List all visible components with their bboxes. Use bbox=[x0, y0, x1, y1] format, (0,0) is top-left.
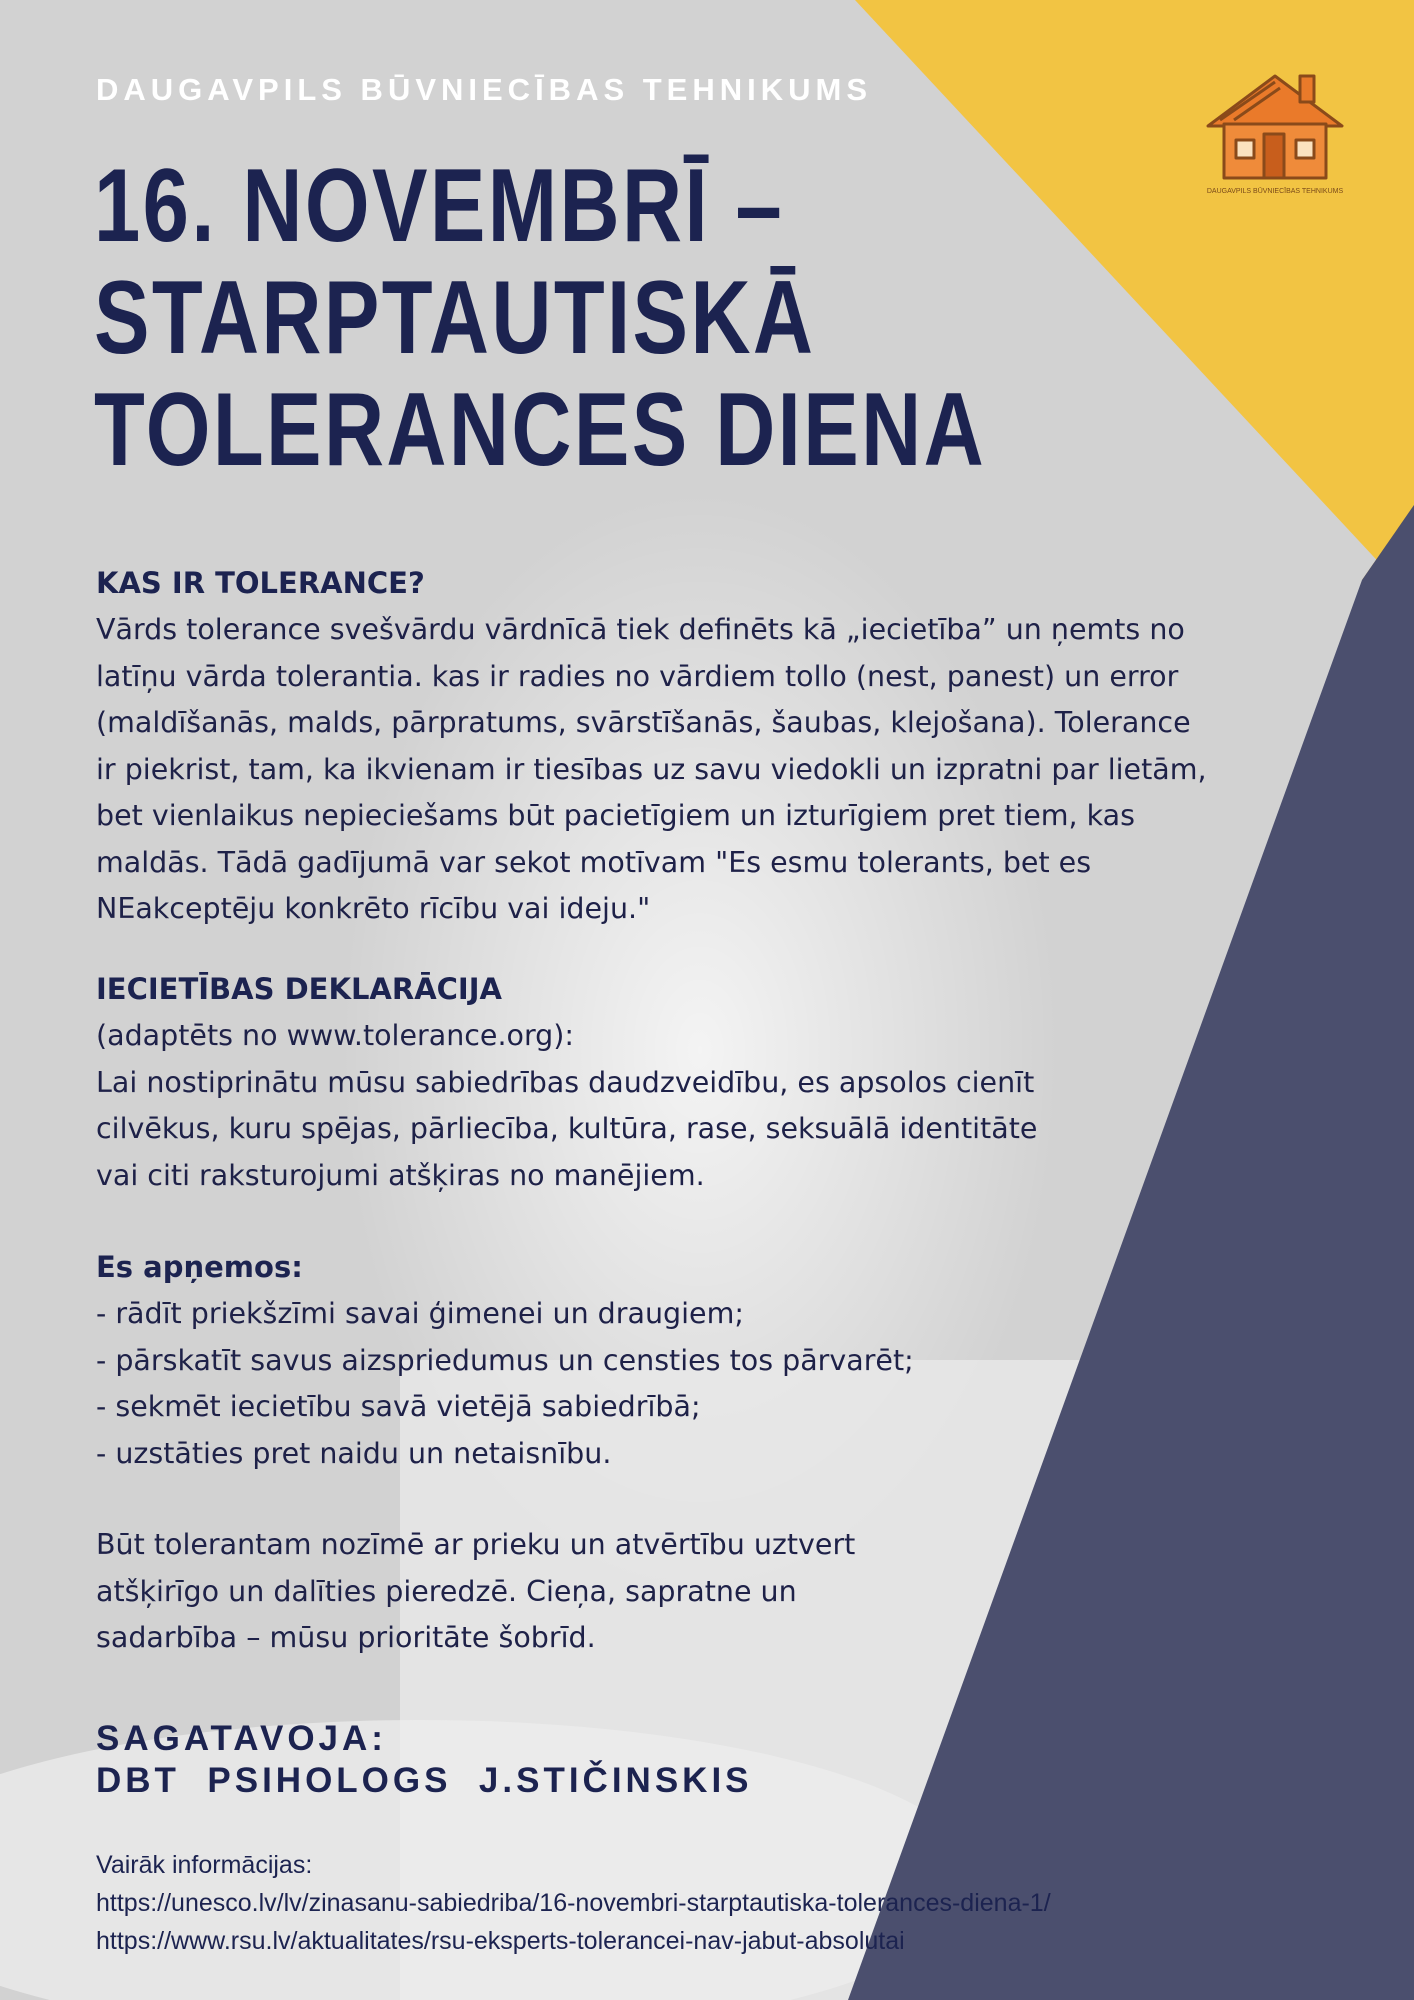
page-title bbox=[94, 150, 986, 486]
text-line: Vārds tolerance svešvārdu vārdnīcā tiek definēts kā „iecietība” un ņemts no bbox=[96, 613, 1185, 646]
text-line: NEakceptēju konkrēto rīcību vai ideju." bbox=[96, 892, 651, 925]
more-info-link-unesco[interactable]: https://unesco.lv/lv/zinasanu-sabiedriba/16-novembri-starptautiska-tolerances-diena-1/ bbox=[96, 1889, 1051, 1917]
closing-paragraph bbox=[96, 1522, 855, 1662]
credits-author: DBT PSIHOLOGS J.STIČINSKIS bbox=[96, 1761, 753, 1800]
logo-caption: DAUGAVPILS BŪVNIECĪBAS TEHNIKUMS bbox=[1206, 188, 1344, 195]
text-line: bet vienlaikus nepieciešams būt pacietīgiem un izturīgiem pret tiem, kas bbox=[96, 799, 1135, 832]
section-heading-tolerance: KAS IR TOLERANCE? bbox=[96, 566, 425, 600]
credits bbox=[96, 1718, 753, 1802]
more-info-label: Vairāk informācijas: bbox=[96, 1851, 313, 1879]
text-line: cilvēkus, kuru spējas, pārliecība, kultūra, rase, seksuālā identitāte bbox=[96, 1112, 1038, 1145]
title-line-3: TOLERANCES DIENA bbox=[94, 372, 987, 488]
text-line: (adaptēts no www.tolerance.org): bbox=[96, 1019, 574, 1052]
list-item: - sekmēt iecietību savā vietējā sabiedrībā; bbox=[96, 1390, 701, 1423]
list-item: - uzstāties pret naidu un netaisnību. bbox=[96, 1436, 612, 1470]
more-info-link-rsu[interactable]: https://www.rsu.lv/aktualitates/rsu-eksperts-tolerancei-nav-jabut-absolutai bbox=[96, 1927, 905, 1955]
logo bbox=[1190, 68, 1360, 195]
credits-label: SAGATAVOJA: bbox=[96, 1719, 387, 1758]
text-line: vai citi raksturojumi atšķiras no manējiem. bbox=[96, 1158, 705, 1192]
section-heading-declaration: IECIETĪBAS DEKLARĀCIJA bbox=[96, 972, 502, 1006]
text-line: sadarbība – mūsu prioritāte šobrīd. bbox=[96, 1621, 596, 1654]
text-line: ir piekrist, tam, ka ikvienam ir tiesības uz savu viedokli un izpratni par lietām, bbox=[96, 752, 1207, 786]
text-line: maldās. Tādā gadījumā var sekot motīvam "Es esmu tolerants, bet es bbox=[96, 845, 1092, 879]
title-line-2: STARPTAUTISKĀ bbox=[94, 260, 816, 376]
text-line: Lai nostiprinātu mūsu sabiedrības daudzveidību, es apsolos cienīt bbox=[96, 1065, 1035, 1099]
title-line-1: 16. NOVEMBRĪ – bbox=[94, 148, 785, 264]
text-line: Būt tolerantam nozīmē ar prieku un atvērtību uztvert bbox=[96, 1528, 856, 1561]
commitments-list bbox=[96, 1291, 914, 1477]
text-line: atšķirīgo un dalīties pieredzē. Cieņa, sapratne un bbox=[96, 1574, 797, 1608]
house-logo-icon bbox=[1200, 68, 1350, 186]
more-info bbox=[96, 1846, 1051, 1960]
list-item: - rādīt priekšzīmi savai ģimenei un draugiem; bbox=[96, 1297, 744, 1330]
section-heading-commitments: Es apņemos: bbox=[96, 1250, 303, 1284]
text-line: (maldīšanās, malds, pārpratums, svārstīšanās, šaubas, klejošana). Tolerance bbox=[96, 706, 1191, 739]
tolerance-paragraph bbox=[96, 607, 1207, 933]
organization-name: DAUGAVPILS BŪVNIECĪBAS TEHNIKUMS bbox=[96, 72, 873, 107]
declaration-paragraph bbox=[96, 1013, 1037, 1199]
text-line: latīņu vārda tolerantia. kas ir radies no vārdiem tollo (nest, panest) un error bbox=[96, 659, 1179, 693]
list-item: - pārskatīt savus aizspriedumus un censties tos pārvarēt; bbox=[96, 1343, 914, 1377]
